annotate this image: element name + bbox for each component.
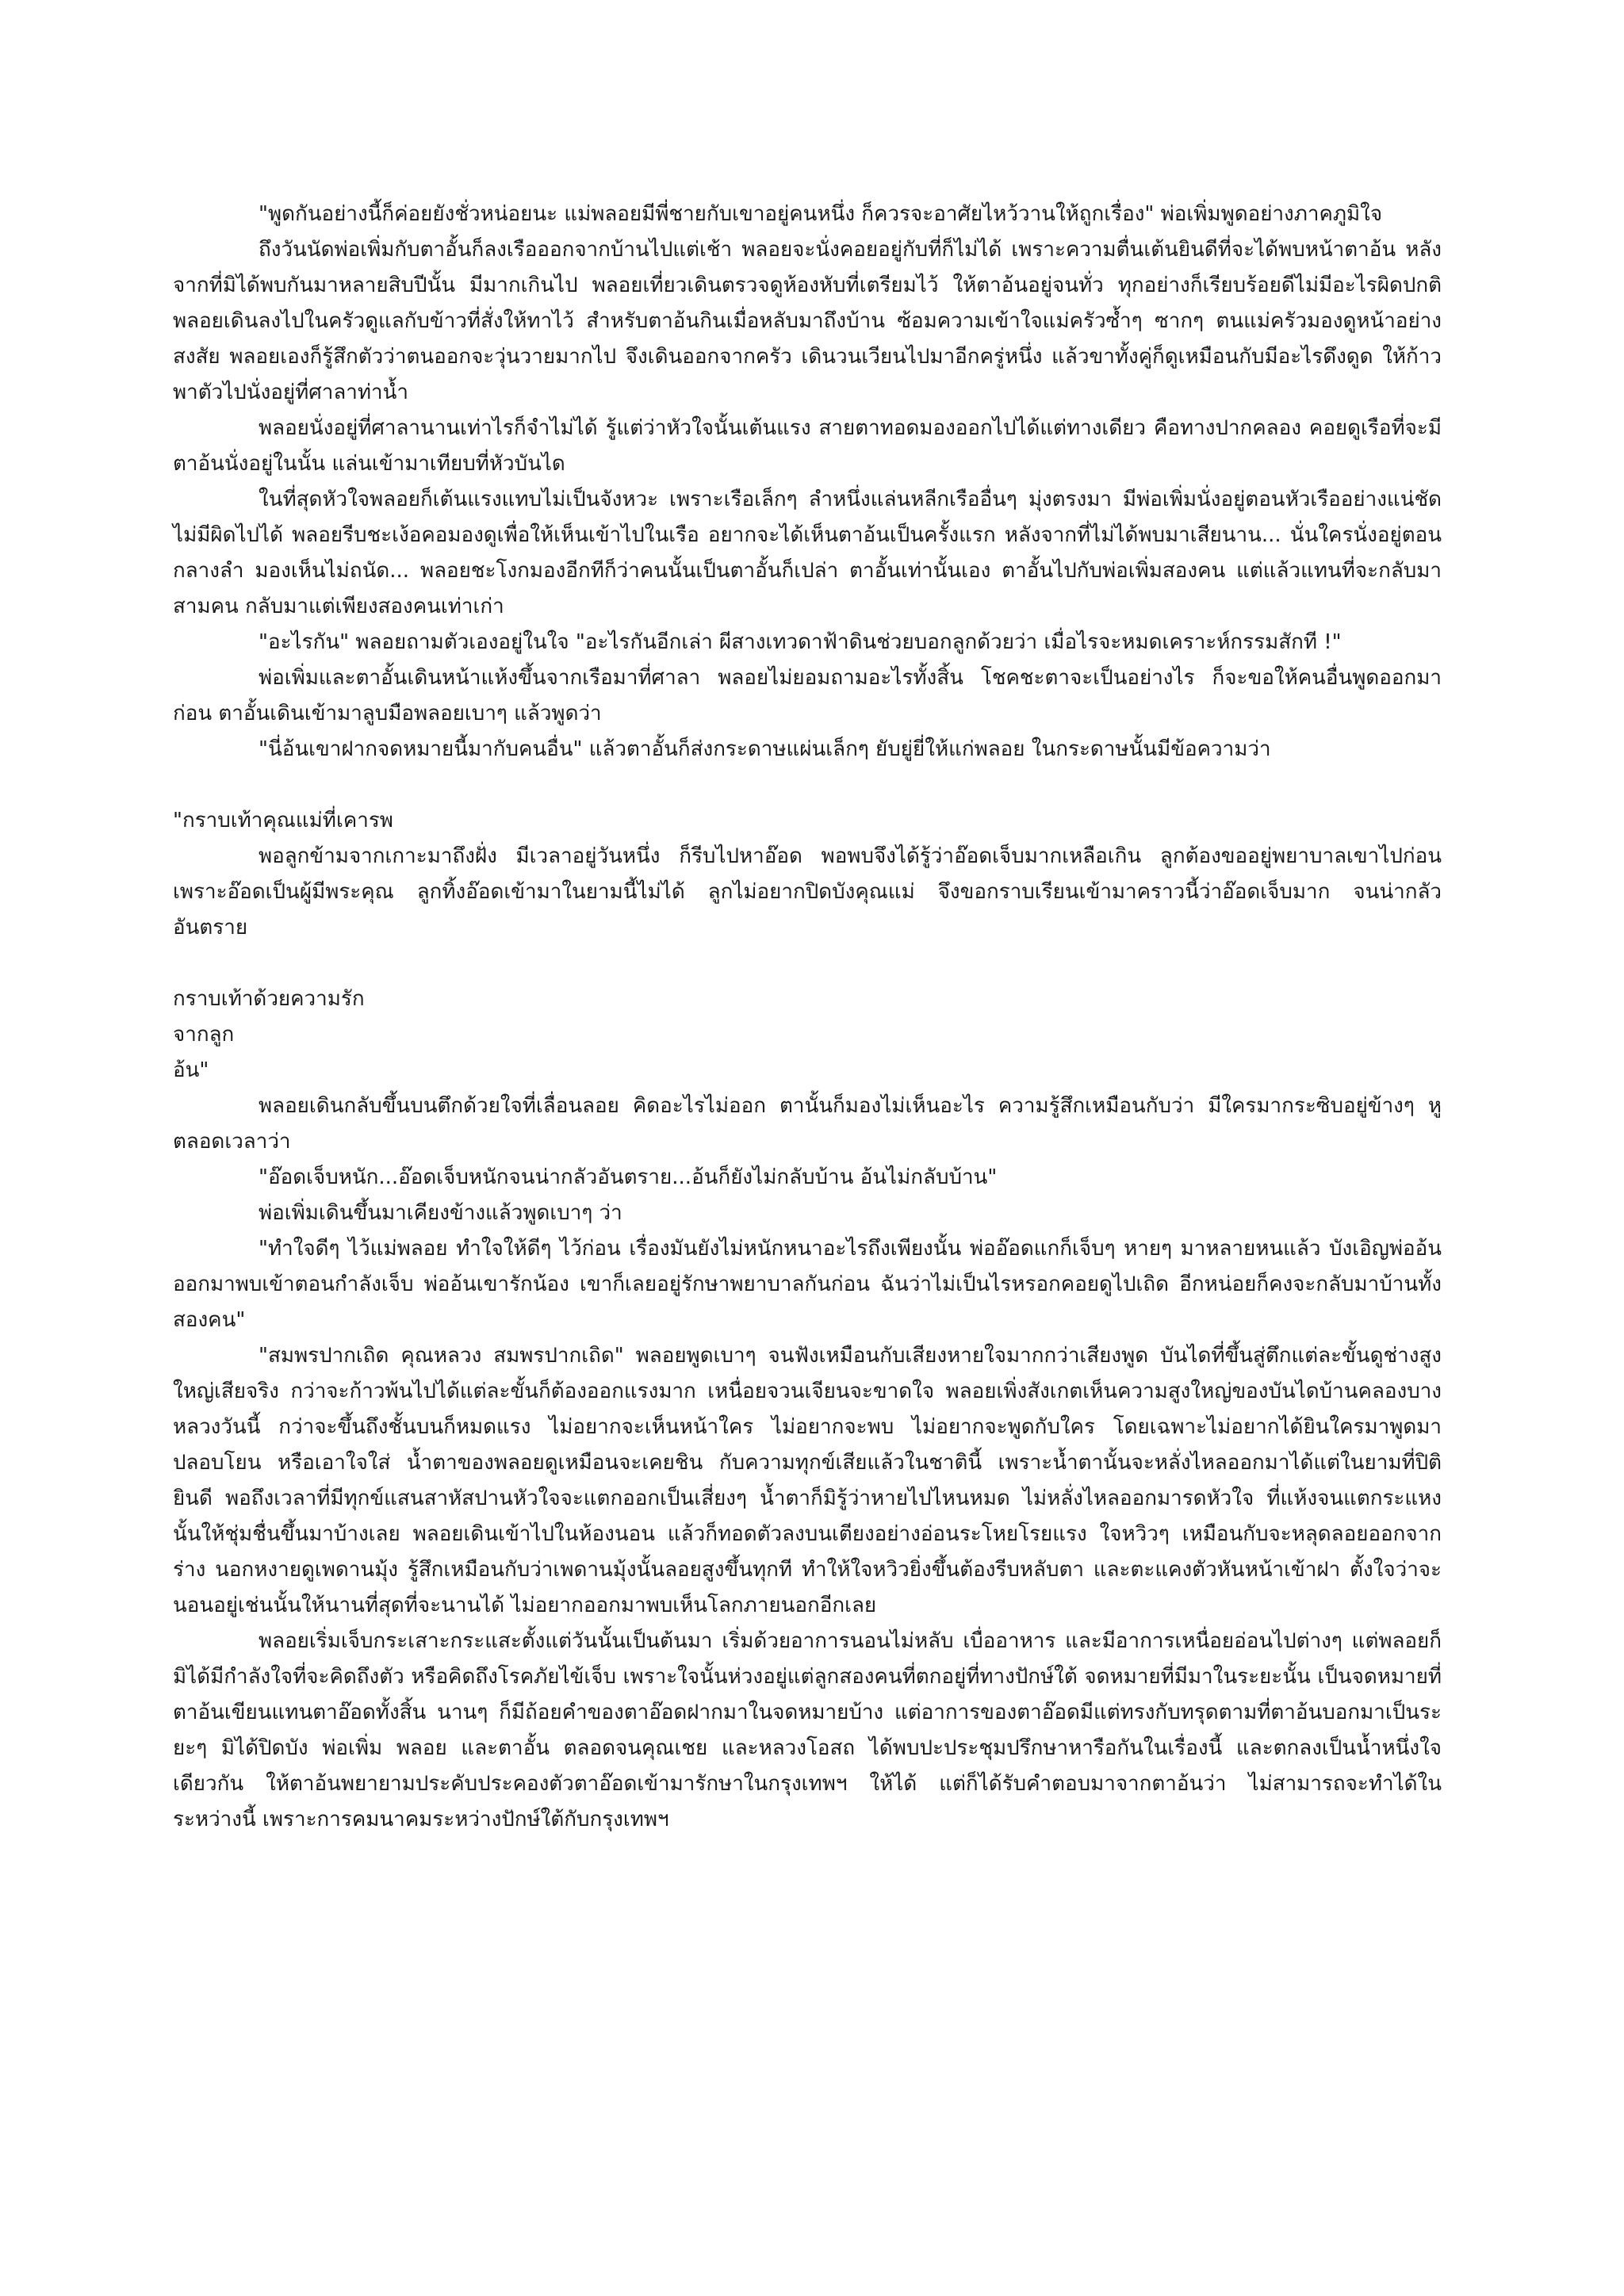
paragraph: ถึงวันนัดพ่อเพิ่มกับตาอั้นก็ลงเรือออกจากบ้านไปแต่เช้า พลอยจะนั่งคอยอยู่กับที่ก็ไม่ได้ เพราะความตื่นเต้นยินดีที่จะได้พบหน้าตาอ้น หลังจากที่มิได้พบกันมาหลายสิบปีนั้น มีมากเกินไป พลอยเที่ยวเดินตรวจดูห้องหับที่เตรียมไว้ ให้ตาอ้นอยู่จนทั่ว ทุกอย่างก็เรียบร้อยดีไม่มีอะไรผิดปกติ พลอยเดินลงไปในครัวดูแลกับข้าวที่สั่งให้ทาไว้ สำหรับตาอ้นกินเมื่อหลับมาถึงบ้าน ซ้อมความเข้าใจแม่ครัวซ้ำๆ ซากๆ ตนแม่ครัวมองดูหน้าอย่างสงสัย พลอยเองก็รู้สึกตัวว่าตนออกจะวุ่นวายมากไป จึงเดินออกจากครัว เดินวนเวียนไปมาอีกครู่หนึ่ง แล้วขาทั้งคู่ก็ดูเหมือนกับมีอะไรดึงดูด ให้ก้าวพาตัวไปนั่งอยู่ที่ศาลาท่าน้ำ bbox=[173, 238, 1442, 404]
paragraph: พ่อเพิ่มและตาอั้นเดินหน้าแห้งขึ้นจากเรือมาที่ศาลา พลอยไม่ยอมถามอะไรทั้งสิ้น โชคชะตาจะเป็นอย่างไร ก็จะขอให้คนอื่นพูดออกมาก่อน ตาอั้นเดินเข้ามาลูบมือพลอยเบาๆ แล้วพูดว่า bbox=[173, 666, 1442, 725]
paragraph: พลอยนั่งอยู่ที่ศาลานานเท่าไรก็จำไม่ได้ รู้แต่ว่าหัวใจนั้นเต้นแรง สายตาทอดมองออกไปได้แต่ทางเดียว คือทางปากคลอง คอยดูเรือที่จะมีตาอ้นนั่งอยู่ในนั้น แล่นเข้ามาเทียบที่หัวบันได bbox=[173, 416, 1442, 476]
paragraph: "นี่อ้นเขาฝากจดหมายนี้มากับคนอื่น" แล้วตาอั้นก็ส่งกระดาษแผ่นเล็กๆ ยับยู่ยี่ให้แก่พลอย ในกระดาษนั้นมีข้อความว่า bbox=[259, 737, 1271, 761]
document-body bbox=[173, 197, 1442, 1838]
letter-body: พอลูกข้ามจากเกาะมาถึงฝั่ง มีเวลาอยู่วันหนึ่ง ก็รีบไปหาอ๊อด พอพบจึงได้รู้ว่าอ๊อดเจ็บมากเหลือเกิน ลูกต้องขออยู่พยาบาลเขาไปก่อน เพราะอ๊อดเป็นผู้มีพระคุณ ลูกทิ้งอ๊อดเข้ามาในยามนี้ไม่ได้ ลูกไม่อยากปิดบังคุณแม่ จึงขอกราบเรียนเข้ามาคราวนี้ว่าอ๊อดเจ็บมาก จนน่ากลัวอันตราย bbox=[173, 844, 1442, 939]
paragraph: "ทำใจดีๆ ไว้แม่พลอย ทำใจให้ดีๆ ไว้ก่อน เรื่องมันยังไม่หนักหนาอะไรถึงเพียงนั้น พ่ออ๊อดแกก็เจ็บๆ หายๆ มาหลายหนแล้ว บังเอิญพ่ออ้นออกมาพบเข้าตอนกำลังเจ็บ พ่ออ้นเขารักน้อง เขาก็เลยอยู่รักษาพยาบาลกันก่อน ฉันว่าไม่เป็นไรหรอกคอยดูไปเถิด อีกหน่อยก็คงจะกลับมาบ้านทั้งสองคน" bbox=[173, 1237, 1442, 1332]
paragraph: "สมพรปากเถิด คุณหลวง สมพรปากเถิด" พลอยพูดเบาๆ จนฟังเหมือนกับเสียงหายใจมากกว่าเสียงพูด บันไดที่ขึ้นสู่ตึกแต่ละขั้นดูช่างสูงใหญ่เสียจริง กว่าจะก้าวพ้นไปได้แต่ละขั้นก็ต้องออกแรงมาก เหนื่อยจวนเจียนจะขาดใจ พลอยเพิ่งสังเกตเห็นความสูงใหญ่ของบันไดบ้านคลองบางหลวงวันนี้ กว่าจะขึ้นถึงชั้นบนก็หมดแรง ไม่อยากจะเห็นหน้าใคร ไม่อยากจะพบ ไม่อยากจะพูดกับใคร โดยเฉพาะไม่อยากได้ยินใครมาพูดมาปลอบโยน หรือเอาใจใส่ น้ำตาของพลอยดูเหมือนจะเคยชิน กับความทุกข์เสียแล้วในชาตินี้ เพราะน้ำตานั้นจะหลั่งไหลออกมาได้แต่ในยามที่ปิติยินดี พอถึงเวลาที่มีทุกข์แสนสาหัสปานหัวใจจะแตกออกเป็นเสี่ยงๆ น้ำตาก็มิรู้ว่าหายไปไหนหมด ไม่หลั่งไหลออกมารดหัวใจ ที่แห้งจนแตกระแหงนั้นให้ชุ่มชื่นขึ้นมาบ้างเลย พลอยเดินเข้าไปในห้องนอน แล้วก็ทอดตัวลงบนเตียงอย่างอ่อนระโหยโรยแรง ใจหวิวๆ เหมือนกับจะหลุดลอยออกจากร่าง นอกหงายดูเพดานมุ้ง รู้สึกเหมือนกับว่าเพดานมุ้งนั้นลอยสูงขึ้นทุกที ทำให้ใจหวิวยิ่งขึ้นต้องรีบหลับตา และตะแคงตัวหันหน้าเข้าฝา ตั้งใจว่าจะนอนอยู่เช่นนั้นให้นานที่สุดที่จะนานได้ ไม่อยากออกมาพบเห็นโลกภายนอกอีกเลย bbox=[173, 1344, 1442, 1617]
letter-closing: กราบเท้าด้วยความรัก bbox=[173, 987, 365, 1011]
letter-signature: อ้น" bbox=[173, 1058, 209, 1082]
paragraph: "พูดกันอย่างนี้ก็ค่อยยังชั่วหน่อยนะ แม่พลอยมีพี่ชายกับเขาอยู่คนหนึ่ง ก็ควรจะอาศัยไหว้วานให้ถูกเรื่อง" พ่อเพิ่มพูดอย่างภาคภูมิใจ bbox=[259, 202, 1383, 226]
paragraph: "อ๊อดเจ็บหนัก...อ๊อดเจ็บหนักจนน่ากลัวอันตราย...อ้นก็ยังไม่กลับบ้าน อ้นไม่กลับบ้าน" bbox=[259, 1165, 998, 1189]
paragraph: ในที่สุดหัวใจพลอยก็เต้นแรงแทบไม่เป็นจังหวะ เพราะเรือเล็กๆ ลำหนึ่งแล่นหลีกเรืออื่นๆ มุ่งตรงมา มีพ่อเพิ่มนั่งอยู่ตอนหัวเรืออย่างแน่ชัดไม่มีผิดไปได้ พลอยรีบชะเง้อคอมองดูเพื่อให้เห็นเข้าไปในเรือ อยากจะได้เห็นตาอ้นเป็นครั้งแรก หลังจากที่ไม่ได้พบมาเสียนาน... นั่นใครนั่งอยู่ตอนกลางลำ มองเห็นไม่ถนัด... พลอยชะโงกมองอีกทีก็ว่าคนนั้นเป็นตาอั้นก็เปล่า ตาอั้นเท่านั้นเอง ตาอั้นไปกับพ่อเพิ่มสองคน แต่แล้วแทนที่จะกลับมาสามคน กลับมาแต่เพียงสองคนเท่าเก่า bbox=[173, 488, 1442, 618]
paragraph: พลอยเริ่มเจ็บกระเสาะกระแสะตั้งแต่วันนั้นเป็นต้นมา เริ่มด้วยอาการนอนไม่หลับ เบื่ออาหาร และมีอาการเหนื่อยอ่อนไปต่างๆ แต่พลอยก็มิได้มีกำลังใจที่จะคิดถึงตัว หรือคิดถึงโรคภัยไข้เจ็บ เพราะใจนั้นห่วงอยู่แต่ลูกสองคนที่ตกอยู่ที่ทางปักษ์ใต้ จดหมายที่มีมาในระยะนั้น เป็นจดหมายที่ตาอ้นเขียนแทนตาอ๊อดทั้งสิ้น นานๆ ก็มีถ้อยคำของตาอ๊อดฝากมาในจดหมายบ้าง แต่อาการของตาอ๊อดมีแต่ทรงกับทรุดตามที่ตาอ้นบอกมาเป็นระยะๆ มิได้ปิดบัง พ่อเพิ่ม พลอย และตาอั้น ตลอดจนคุณเชย และหลวงโอสถ ได้พบปะประชุมปรึกษาหารือกันในเรื่องนี้ และตกลงเป็นน้ำหนึ่งใจเดียวกัน ให้ตาอ้นพยายามประคับประคองตัวตาอ๊อดเข้ามารักษาในกรุงเทพฯ ให้ได้ แต่ก็ได้รับคำตอบมาจากตาอ้นว่า ไม่สามารถจะทำได้ในระหว่างนี้ เพราะการคมนาคมระหว่างปักษ์ใต้กับกรุงเทพฯ bbox=[173, 1629, 1442, 1831]
paragraph: "อะไรกัน" พลอยถามตัวเองอยู่ในใจ "อะไรกันอีกเล่า ผีสางเทวดาฟ้าดินช่วยบอกลูกด้วยว่า เมื่อไรจะหมดเคราะห์กรรมสักที !" bbox=[259, 630, 1342, 654]
letter-from: จากลูก bbox=[173, 1023, 235, 1047]
letter-salutation: "กราบเท้าคุณแม่ที่เคารพ bbox=[173, 809, 393, 832]
paragraph: พลอยเดินกลับขึ้นบนตึกด้วยใจที่เลื่อนลอย คิดอะไรไม่ออก ตานั้นก็มองไม่เห็นอะไร ความรู้สึกเหมือนกับว่า มีใครมากระซิบอยู่ข้างๆ หูตลอดเวลาว่า bbox=[173, 1094, 1442, 1154]
paragraph: พ่อเพิ่มเดินขึ้นมาเคียงข้างแล้วพูดเบาๆ ว่า bbox=[259, 1201, 622, 1225]
